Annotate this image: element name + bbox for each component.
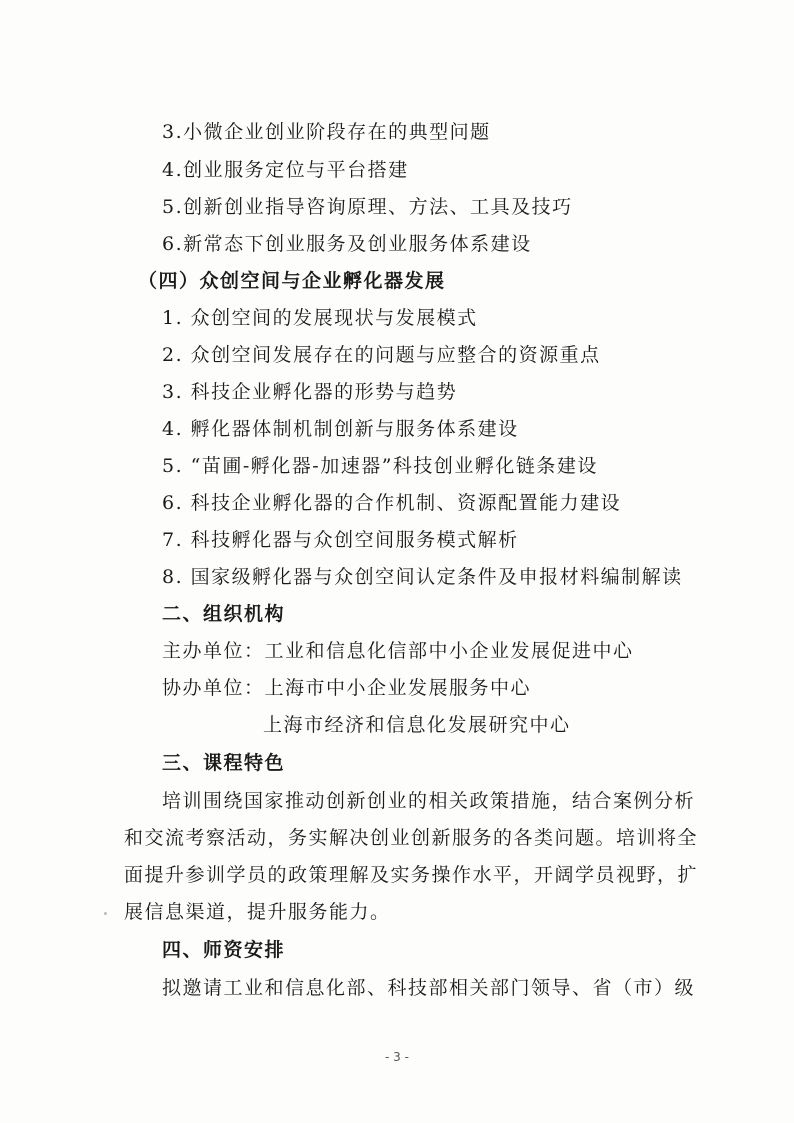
section-heading-faculty: 四、师资安排 — [162, 939, 286, 961]
page-number: - 3 - — [385, 1050, 409, 1064]
list-item: 3.小微企业创业阶段存在的典型问题 — [162, 121, 491, 143]
list-item: 7. 科技孵化器与众创空间服务模式解析 — [162, 529, 519, 551]
paragraph-line: 培训围绕国家推动创新创业的相关政策措施，结合案例分析 — [162, 790, 696, 812]
list-item: 3. 科技企业孵化器的形势与趋势 — [162, 381, 458, 403]
section-heading: （四）众创空间与企业孵化器发展 — [138, 270, 446, 292]
list-item: 6.新常态下创业服务及创业服务体系建设 — [162, 233, 532, 255]
paragraph-line: 面提升参训学员的政策理解及实务操作水平，开阔学员视野，扩 — [124, 864, 699, 886]
host-organization: 主办单位：工业和信息化信部中小企业发展促进中心 — [162, 640, 634, 662]
paragraph-line: 和交流考察活动，务实解决创业创新服务的各类问题。培训将全 — [124, 827, 699, 849]
list-item: 2. 众创空间发展存在的问题与应整合的资源重点 — [162, 344, 601, 366]
paragraph-line: 拟邀请工业和信息化部、科技部相关部门领导、省（市）级 — [162, 977, 696, 999]
scan-speck — [104, 912, 107, 915]
list-item: 4. 孵化器体制机制创新与服务体系建设 — [162, 418, 519, 440]
paragraph-line: 展信息渠道，提升服务能力。 — [124, 901, 391, 923]
co-host-organization: 协办单位：上海市中小企业发展服务中心 — [162, 677, 532, 699]
list-item: 8. 国家级孵化器与众创空间认定条件及申报材料编制解读 — [162, 566, 683, 588]
section-heading-organization: 二、组织机构 — [162, 603, 286, 625]
list-item: 6. 科技企业孵化器的合作机制、资源配置能力建设 — [162, 492, 622, 514]
co-host-organization-2: 上海市经济和信息化发展研究中心 — [263, 714, 571, 736]
list-item: 1. 众创空间的发展现状与发展模式 — [162, 307, 478, 329]
list-item: 5. “苗圃-孵化器-加速器”科技创业孵化链条建设 — [162, 455, 598, 477]
list-item: 5.创新创业指导咨询原理、方法、工具及技巧 — [162, 196, 573, 218]
section-heading-features: 三、课程特色 — [162, 752, 286, 774]
list-item: 4.创业服务定位与平台搭建 — [162, 159, 409, 181]
